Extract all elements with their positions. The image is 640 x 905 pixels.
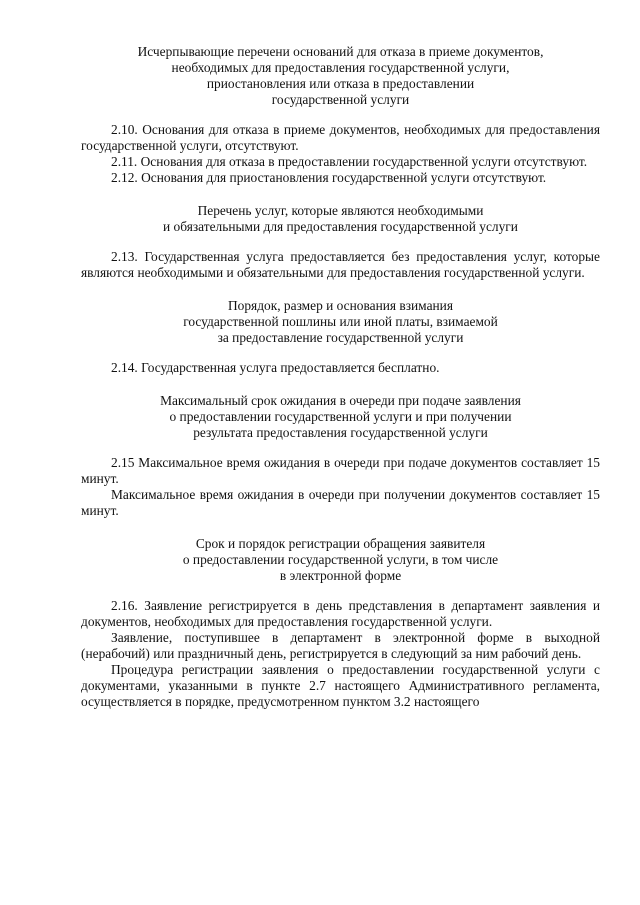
paragraph-2-15-receipt: Максимальное время ожидания в очереди при получении документов составляет 15 минут.	[81, 487, 600, 518]
section-heading-waiting-time	[81, 393, 600, 441]
heading-line: необходимых для предоставления государственной услуги,	[171, 60, 510, 75]
document-body	[81, 44, 600, 710]
heading-line: о предоставлении государственной услуги и при получении	[169, 409, 512, 424]
heading-line: за предоставление государственной услуги	[217, 330, 464, 345]
paragraph-2-13: 2.13. Государственная услуга предоставляется без предоставления услуг, которые являются необходимыми и обязательными для предоставления государственной услуги.	[81, 249, 600, 280]
paragraph-2-10: 2.10. Основания для отказа в приеме документов, необходимых для предоставления государственной услуги, отсутствуют.	[81, 122, 600, 153]
heading-line: государственной услуги	[271, 92, 410, 107]
paragraph-2-14: 2.14. Государственная услуга предоставляется бесплатно.	[111, 360, 440, 375]
heading-line: о предоставлении государственной услуги, в том числе	[182, 552, 499, 567]
heading-line: результата предоставления государственной услуги	[193, 425, 488, 440]
paragraph-2-11: 2.11. Основания для отказа в предоставлении государственной услуги отсутствуют.	[111, 154, 588, 169]
section-heading-registration	[81, 536, 600, 584]
paragraph-2-16-electronic: Заявление, поступившее в департамент в электронной форме в выходной (нерабочий) или праздничный день, регистрируется в следующий за ним рабочий день.	[81, 630, 600, 661]
heading-line: приостановления или отказа в предоставлении	[206, 76, 475, 91]
heading-line: Срок и порядок регистрации обращения заявителя	[195, 536, 486, 551]
heading-line: Исчерпывающие перечени оснований для отказа в приеме документов,	[137, 44, 544, 59]
paragraph-2-16: 2.16. Заявление регистрируется в день представления в департамент заявления и документов, необходимых для предоставления государственной услуги.	[81, 598, 600, 629]
heading-line: и обязательными для предоставления государственной услуги	[163, 219, 518, 234]
heading-line: в электронной форме	[279, 568, 402, 583]
heading-line: Перечень услуг, которые являются необходимыми	[197, 203, 484, 218]
paragraph-2-16-procedure: Процедура регистрации заявления о предоставлении государственной услуги с документами, указанными в пункте 2.7 настоящего Административного регламента, осуществляется в порядке, предусмотренном пунктом 3.2 настоящего	[81, 662, 600, 709]
section-heading-refusal-grounds	[81, 44, 600, 108]
paragraph-2-12: 2.12. Основания для приостановления государственной услуги отсутствуют.	[111, 170, 547, 185]
section-heading-fees	[81, 298, 600, 346]
heading-line: Максимальный срок ожидания в очереди при подаче заявления	[160, 393, 521, 408]
section-heading-required-services	[81, 203, 600, 235]
heading-line: Порядок, размер и основания взимания	[228, 298, 453, 313]
paragraph-2-15: 2.15 Максимальное время ожидания в очереди при подаче документов составляет 15 минут.	[81, 455, 600, 486]
heading-line: государственной пошлины или иной платы, взимаемой	[183, 314, 498, 329]
